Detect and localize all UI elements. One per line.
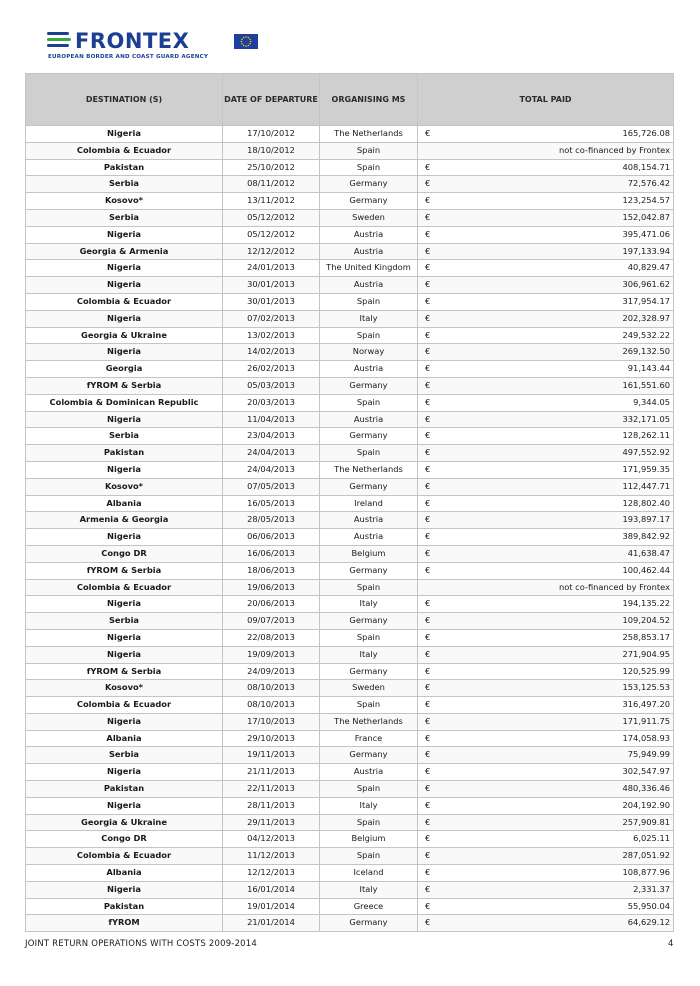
departure-date-cell: 19/06/2013 — [223, 579, 320, 596]
departure-date-cell: 13/02/2013 — [223, 327, 320, 344]
departure-date-cell: 08/10/2013 — [223, 680, 320, 697]
currency-cell: € — [418, 865, 446, 882]
currency-cell: € — [418, 126, 446, 143]
table-row — [26, 126, 674, 143]
table-row — [26, 529, 674, 546]
table-row — [26, 478, 674, 495]
departure-date-cell: 24/01/2013 — [223, 260, 320, 277]
destination-cell: Georgia & Ukraine — [26, 327, 223, 344]
currency-cell: € — [418, 394, 446, 411]
currency-cell: € — [418, 277, 446, 294]
destination-cell: Albania — [26, 495, 223, 512]
table-row — [26, 697, 674, 714]
wave-lines-icon — [47, 32, 71, 52]
table-row — [26, 680, 674, 697]
amount-cell: 108,877.96 — [446, 865, 674, 882]
table-row — [26, 562, 674, 579]
table-row — [26, 226, 674, 243]
currency-cell: € — [418, 646, 446, 663]
departure-date-cell: 24/09/2013 — [223, 663, 320, 680]
departure-date-cell: 25/10/2012 — [223, 159, 320, 176]
page-number: 4 — [668, 939, 674, 949]
currency-cell: € — [418, 243, 446, 260]
currency-cell: € — [418, 764, 446, 781]
table-row — [26, 663, 674, 680]
total-paid-note-cell: not co-financed by Frontex — [418, 579, 674, 596]
currency-cell: € — [418, 697, 446, 714]
header-total-paid: TOTAL PAID — [418, 74, 674, 126]
currency-cell: € — [418, 461, 446, 478]
departure-date-cell: 22/08/2013 — [223, 629, 320, 646]
departure-date-cell: 04/12/2013 — [223, 831, 320, 848]
departure-date-cell: 21/01/2014 — [223, 915, 320, 932]
amount-cell: 174,058.93 — [446, 730, 674, 747]
table-row — [26, 596, 674, 613]
total-paid-note-cell: not co-financed by Frontex — [418, 142, 674, 159]
currency-cell: € — [418, 310, 446, 327]
table-row — [26, 361, 674, 378]
organising-ms-cell: Spain — [320, 848, 418, 865]
table-row — [26, 260, 674, 277]
amount-cell: 302,547.97 — [446, 764, 674, 781]
amount-cell: 40,829.47 — [446, 260, 674, 277]
table-body — [26, 126, 674, 932]
table-row — [26, 243, 674, 260]
organising-ms-cell: Ireland — [320, 495, 418, 512]
departure-date-cell: 17/10/2013 — [223, 713, 320, 730]
destination-cell: Serbia — [26, 747, 223, 764]
destination-cell: Nigeria — [26, 764, 223, 781]
currency-cell: € — [418, 361, 446, 378]
organising-ms-cell: Germany — [320, 663, 418, 680]
destination-cell: Serbia — [26, 428, 223, 445]
organising-ms-cell: Spain — [320, 579, 418, 596]
destination-cell: Nigeria — [26, 646, 223, 663]
organising-ms-cell: Austria — [320, 277, 418, 294]
amount-cell: 75,949.99 — [446, 747, 674, 764]
amount-cell: 123,254.57 — [446, 193, 674, 210]
departure-date-cell: 18/10/2012 — [223, 142, 320, 159]
destination-cell: Colombia & Ecuador — [26, 697, 223, 714]
header-organising-ms: ORGANISING MS — [320, 74, 418, 126]
departure-date-cell: 20/06/2013 — [223, 596, 320, 613]
table-row — [26, 865, 674, 882]
table-row — [26, 545, 674, 562]
amount-cell: 306,961.62 — [446, 277, 674, 294]
table-row — [26, 629, 674, 646]
destination-cell: fYROM & Serbia — [26, 663, 223, 680]
departure-date-cell: 05/03/2013 — [223, 377, 320, 394]
amount-cell: 41,638.47 — [446, 545, 674, 562]
destination-cell: Colombia & Dominican Republic — [26, 394, 223, 411]
departure-date-cell: 13/11/2012 — [223, 193, 320, 210]
amount-cell: 55,950.04 — [446, 898, 674, 915]
destination-cell: Colombia & Ecuador — [26, 848, 223, 865]
destination-cell: Georgia & Armenia — [26, 243, 223, 260]
organising-ms-cell: Austria — [320, 361, 418, 378]
table-row — [26, 898, 674, 915]
departure-date-cell: 22/11/2013 — [223, 781, 320, 798]
destination-cell: Nigeria — [26, 344, 223, 361]
currency-cell: € — [418, 193, 446, 210]
departure-date-cell: 07/05/2013 — [223, 478, 320, 495]
table-row — [26, 142, 674, 159]
table-row — [26, 445, 674, 462]
destination-cell: Pakistan — [26, 898, 223, 915]
currency-cell: € — [418, 680, 446, 697]
destination-cell: Pakistan — [26, 781, 223, 798]
destination-cell: Kosovo* — [26, 478, 223, 495]
organising-ms-cell: Germany — [320, 562, 418, 579]
organising-ms-cell: Spain — [320, 814, 418, 831]
eu-flag-icon — [234, 34, 258, 49]
departure-date-cell: 08/11/2012 — [223, 176, 320, 193]
currency-cell: € — [418, 898, 446, 915]
organising-ms-cell: The Netherlands — [320, 713, 418, 730]
amount-cell: 317,954.17 — [446, 293, 674, 310]
currency-cell: € — [418, 814, 446, 831]
currency-cell: € — [418, 629, 446, 646]
return-operations-table — [25, 73, 674, 932]
currency-cell: € — [418, 344, 446, 361]
table-row — [26, 579, 674, 596]
destination-cell: Kosovo* — [26, 680, 223, 697]
departure-date-cell: 12/12/2012 — [223, 243, 320, 260]
amount-cell: 161,551.60 — [446, 377, 674, 394]
destination-cell: Serbia — [26, 613, 223, 630]
departure-date-cell: 24/04/2013 — [223, 445, 320, 462]
currency-cell: € — [418, 781, 446, 798]
currency-cell: € — [418, 663, 446, 680]
currency-cell: € — [418, 327, 446, 344]
destination-cell: Congo DR — [26, 831, 223, 848]
destination-cell: Nigeria — [26, 881, 223, 898]
destination-cell: Congo DR — [26, 545, 223, 562]
currency-cell: € — [418, 226, 446, 243]
departure-date-cell: 06/06/2013 — [223, 529, 320, 546]
table-row — [26, 646, 674, 663]
departure-date-cell: 21/11/2013 — [223, 764, 320, 781]
table-row — [26, 713, 674, 730]
destination-cell: Pakistan — [26, 159, 223, 176]
departure-date-cell: 28/05/2013 — [223, 512, 320, 529]
destination-cell: Nigeria — [26, 596, 223, 613]
departure-date-cell: 29/10/2013 — [223, 730, 320, 747]
organising-ms-cell: France — [320, 730, 418, 747]
organising-ms-cell: Spain — [320, 293, 418, 310]
departure-date-cell: 07/02/2013 — [223, 310, 320, 327]
table-row — [26, 495, 674, 512]
departure-date-cell: 11/04/2013 — [223, 411, 320, 428]
amount-cell: 171,911.75 — [446, 713, 674, 730]
amount-cell: 120,525.99 — [446, 663, 674, 680]
organising-ms-cell: Spain — [320, 445, 418, 462]
organising-ms-cell: Spain — [320, 159, 418, 176]
table-row — [26, 764, 674, 781]
departure-date-cell: 16/05/2013 — [223, 495, 320, 512]
table-row — [26, 277, 674, 294]
currency-cell: € — [418, 260, 446, 277]
currency-cell: € — [418, 713, 446, 730]
destination-cell: Serbia — [26, 176, 223, 193]
amount-cell: 165,726.08 — [446, 126, 674, 143]
amount-cell: 6,025.11 — [446, 831, 674, 848]
currency-cell: € — [418, 747, 446, 764]
organising-ms-cell: Spain — [320, 327, 418, 344]
departure-date-cell: 19/01/2014 — [223, 898, 320, 915]
organising-ms-cell: Germany — [320, 428, 418, 445]
organising-ms-cell: Spain — [320, 781, 418, 798]
destination-cell: fYROM & Serbia — [26, 562, 223, 579]
amount-cell: 204,192.90 — [446, 797, 674, 814]
amount-cell: 91,143.44 — [446, 361, 674, 378]
amount-cell: 109,204.52 — [446, 613, 674, 630]
destination-cell: Nigeria — [26, 461, 223, 478]
logo-tagline: EUROPEAN BORDER AND COAST GUARD AGENCY — [48, 54, 209, 60]
destination-cell: Nigeria — [26, 126, 223, 143]
currency-cell: € — [418, 411, 446, 428]
amount-cell: 316,497.20 — [446, 697, 674, 714]
table-row — [26, 394, 674, 411]
amount-cell: 2,331.37 — [446, 881, 674, 898]
table-row — [26, 209, 674, 226]
organising-ms-cell: Germany — [320, 193, 418, 210]
organising-ms-cell: Germany — [320, 915, 418, 932]
currency-cell: € — [418, 596, 446, 613]
organising-ms-cell: Austria — [320, 764, 418, 781]
organising-ms-cell: The United Kingdom — [320, 260, 418, 277]
currency-cell: € — [418, 512, 446, 529]
table-row — [26, 797, 674, 814]
table-row — [26, 747, 674, 764]
amount-cell: 152,042.87 — [446, 209, 674, 226]
destination-cell: Colombia & Ecuador — [26, 142, 223, 159]
organising-ms-cell: Austria — [320, 243, 418, 260]
table-row — [26, 814, 674, 831]
amount-cell: 128,802.40 — [446, 495, 674, 512]
amount-cell: 193,897.17 — [446, 512, 674, 529]
table-row — [26, 461, 674, 478]
organising-ms-cell: Spain — [320, 142, 418, 159]
amount-cell: 153,125.53 — [446, 680, 674, 697]
amount-cell: 100,462.44 — [446, 562, 674, 579]
organising-ms-cell: Germany — [320, 478, 418, 495]
amount-cell: 408,154.71 — [446, 159, 674, 176]
destination-cell: Pakistan — [26, 445, 223, 462]
organising-ms-cell: Italy — [320, 881, 418, 898]
destination-cell: Serbia — [26, 209, 223, 226]
destination-cell: fYROM & Serbia — [26, 377, 223, 394]
table-row — [26, 411, 674, 428]
organising-ms-cell: Austria — [320, 529, 418, 546]
destination-cell: Nigeria — [26, 411, 223, 428]
logo-wordmark: FRONTEX — [75, 29, 190, 53]
destination-cell: Nigeria — [26, 713, 223, 730]
destination-cell: fYROM — [26, 915, 223, 932]
amount-cell: 497,552.92 — [446, 445, 674, 462]
amount-cell: 271,904.95 — [446, 646, 674, 663]
currency-cell: € — [418, 529, 446, 546]
organising-ms-cell: Germany — [320, 176, 418, 193]
currency-cell: € — [418, 613, 446, 630]
organising-ms-cell: Spain — [320, 697, 418, 714]
table-row — [26, 428, 674, 445]
departure-date-cell: 05/12/2012 — [223, 226, 320, 243]
organising-ms-cell: Germany — [320, 747, 418, 764]
table-row — [26, 831, 674, 848]
organising-ms-cell: Austria — [320, 411, 418, 428]
organising-ms-cell: The Netherlands — [320, 126, 418, 143]
organising-ms-cell: Austria — [320, 512, 418, 529]
currency-cell: € — [418, 730, 446, 747]
destination-cell: Nigeria — [26, 310, 223, 327]
organising-ms-cell: The Netherlands — [320, 461, 418, 478]
departure-date-cell: 30/01/2013 — [223, 277, 320, 294]
destination-cell: Georgia & Ukraine — [26, 814, 223, 831]
departure-date-cell: 11/12/2013 — [223, 848, 320, 865]
destination-cell: Nigeria — [26, 260, 223, 277]
currency-cell: € — [418, 915, 446, 932]
organising-ms-cell: Germany — [320, 613, 418, 630]
destination-cell: Georgia — [26, 361, 223, 378]
amount-cell: 171,959.35 — [446, 461, 674, 478]
departure-date-cell: 29/11/2013 — [223, 814, 320, 831]
amount-cell: 395,471.06 — [446, 226, 674, 243]
currency-cell: € — [418, 545, 446, 562]
organising-ms-cell: Italy — [320, 797, 418, 814]
departure-date-cell: 19/11/2013 — [223, 747, 320, 764]
table-row — [26, 848, 674, 865]
departure-date-cell: 08/10/2013 — [223, 697, 320, 714]
organising-ms-cell: Greece — [320, 898, 418, 915]
header-destination: DESTINATION (S) — [26, 74, 223, 126]
table-row — [26, 159, 674, 176]
organising-ms-cell: Italy — [320, 596, 418, 613]
currency-cell: € — [418, 428, 446, 445]
currency-cell: € — [418, 293, 446, 310]
destination-cell: Colombia & Ecuador — [26, 579, 223, 596]
table-row — [26, 293, 674, 310]
table-row — [26, 377, 674, 394]
header-date-of-departure: DATE OF DEPARTURE — [223, 74, 320, 126]
destination-cell: Nigeria — [26, 797, 223, 814]
departure-date-cell: 19/09/2013 — [223, 646, 320, 663]
table-row — [26, 310, 674, 327]
destination-cell: Albania — [26, 865, 223, 882]
departure-date-cell: 09/07/2013 — [223, 613, 320, 630]
currency-cell: € — [418, 848, 446, 865]
amount-cell: 389,842.92 — [446, 529, 674, 546]
amount-cell: 258,853.17 — [446, 629, 674, 646]
currency-cell: € — [418, 797, 446, 814]
table-row — [26, 781, 674, 798]
currency-cell: € — [418, 445, 446, 462]
table-row — [26, 915, 674, 932]
currency-cell: € — [418, 176, 446, 193]
amount-cell: 194,135.22 — [446, 596, 674, 613]
destination-cell: Armenia & Georgia — [26, 512, 223, 529]
departure-date-cell: 17/10/2012 — [223, 126, 320, 143]
organising-ms-cell: Belgium — [320, 831, 418, 848]
organising-ms-cell: Sweden — [320, 209, 418, 226]
destination-cell: Colombia & Ecuador — [26, 293, 223, 310]
amount-cell: 112,447.71 — [446, 478, 674, 495]
amount-cell: 332,171.05 — [446, 411, 674, 428]
destination-cell: Nigeria — [26, 629, 223, 646]
table-row — [26, 327, 674, 344]
table-row — [26, 730, 674, 747]
amount-cell: 197,133.94 — [446, 243, 674, 260]
table-row — [26, 881, 674, 898]
currency-cell: € — [418, 881, 446, 898]
departure-date-cell: 16/06/2013 — [223, 545, 320, 562]
currency-cell: € — [418, 377, 446, 394]
table-header-row — [26, 74, 674, 126]
amount-cell: 72,576.42 — [446, 176, 674, 193]
currency-cell: € — [418, 159, 446, 176]
departure-date-cell: 23/04/2013 — [223, 428, 320, 445]
currency-cell: € — [418, 478, 446, 495]
currency-cell: € — [418, 495, 446, 512]
destination-cell: Albania — [26, 730, 223, 747]
departure-date-cell: 20/03/2013 — [223, 394, 320, 411]
organising-ms-cell: Italy — [320, 310, 418, 327]
departure-date-cell: 24/04/2013 — [223, 461, 320, 478]
currency-cell: € — [418, 209, 446, 226]
amount-cell: 480,336.46 — [446, 781, 674, 798]
organising-ms-cell: Sweden — [320, 680, 418, 697]
departure-date-cell: 26/02/2013 — [223, 361, 320, 378]
amount-cell: 202,328.97 — [446, 310, 674, 327]
currency-cell: € — [418, 562, 446, 579]
organising-ms-cell: Austria — [320, 226, 418, 243]
departure-date-cell: 18/06/2013 — [223, 562, 320, 579]
table-row — [26, 176, 674, 193]
destination-cell: Nigeria — [26, 529, 223, 546]
amount-cell: 249,532.22 — [446, 327, 674, 344]
departure-date-cell: 14/02/2013 — [223, 344, 320, 361]
footer-title: JOINT RETURN OPERATIONS WITH COSTS 2009-2014 — [25, 939, 257, 949]
amount-cell: 269,132.50 — [446, 344, 674, 361]
departure-date-cell: 16/01/2014 — [223, 881, 320, 898]
organising-ms-cell: Spain — [320, 394, 418, 411]
amount-cell: 64,629.12 — [446, 915, 674, 932]
organising-ms-cell: Iceland — [320, 865, 418, 882]
table-row — [26, 613, 674, 630]
destination-cell: Nigeria — [26, 277, 223, 294]
organising-ms-cell: Germany — [320, 377, 418, 394]
organising-ms-cell: Spain — [320, 629, 418, 646]
destination-cell: Nigeria — [26, 226, 223, 243]
amount-cell: 9,344.05 — [446, 394, 674, 411]
amount-cell: 128,262.11 — [446, 428, 674, 445]
departure-date-cell: 28/11/2013 — [223, 797, 320, 814]
departure-date-cell: 05/12/2012 — [223, 209, 320, 226]
organising-ms-cell: Italy — [320, 646, 418, 663]
organising-ms-cell: Norway — [320, 344, 418, 361]
amount-cell: 257,909.81 — [446, 814, 674, 831]
destination-cell: Kosovo* — [26, 193, 223, 210]
amount-cell: 287,051.92 — [446, 848, 674, 865]
organising-ms-cell: Belgium — [320, 545, 418, 562]
table-row — [26, 344, 674, 361]
departure-date-cell: 12/12/2013 — [223, 865, 320, 882]
departure-date-cell: 30/01/2013 — [223, 293, 320, 310]
table-row — [26, 193, 674, 210]
currency-cell: € — [418, 831, 446, 848]
table-row — [26, 512, 674, 529]
